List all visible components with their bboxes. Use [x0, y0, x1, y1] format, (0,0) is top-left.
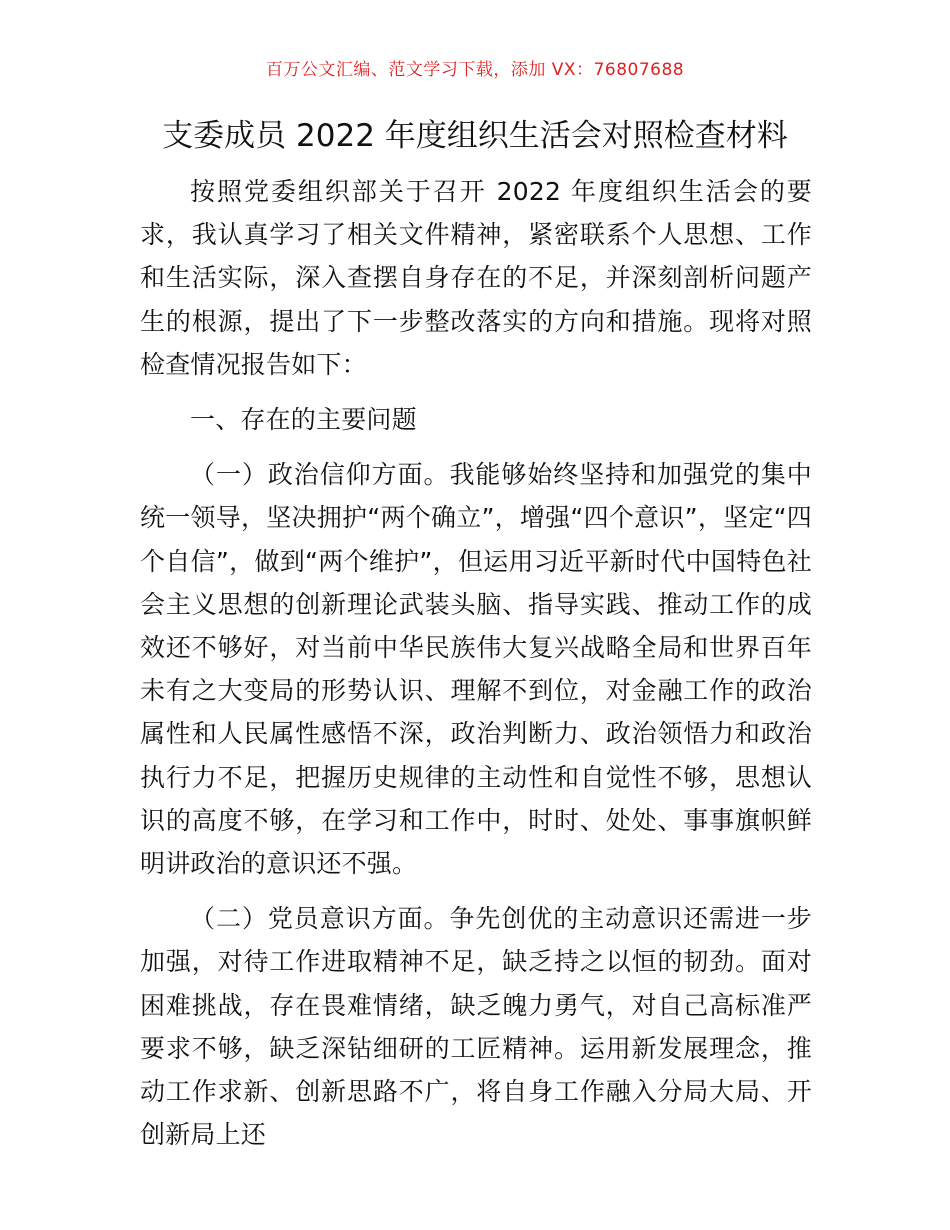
paragraph-political-belief: （一）政治信仰方面。我能够始终坚持和加强党的集中统一领导，坚决拥护“两个确立”，增强“四个意识”，坚定“四个自信”，做到“两个维护”，但运用习近平新时代中国特色社会主义思想的创新理论武装头脑、指导实践、推动工作的成效还不够好，对当前中华民族伟大复兴战略全局和世界百年未有之大变局的形势认识、理解不到位，对金融工作的政治属性和人民属性感悟不深，政治判断力、政治领悟力和政治执行力不足，把握历史规律的主动性和自觉性不够，思想认识的高度不够，在学习和工作中，时时、处处、事事旗帜鲜明讲政治的意识还不强。	[140, 460, 812, 879]
document-body	[140, 170, 812, 1156]
section-heading: 一、存在的主要问题	[190, 405, 417, 435]
watermark-header: 百万公文汇编、范文学习下载，添加 VX：76807688	[265, 60, 685, 80]
intro-paragraph: 按照党委组织部关于召开 2022 年度组织生活会的要求，我认真学习了相关文件精神，紧密联系个人思想、工作和生活实际，深入查摆自身存在的不足，并深刻剖析问题产生的根源，提出了下一步整改落实的方向和措施。现将对照检查情况报告如下：	[140, 177, 812, 379]
paragraph-party-awareness: （二）党员意识方面。争先创优的主动意识还需进一步加强，对待工作进取精神不足，缺乏持之以恒的韧劲。面对困难挑战，存在畏难情绪，缺乏魄力勇气，对自己高标准严要求不够，缺乏深钻细研的工匠精神。运用新发展理念，推动工作求新、创新思路不广，将自身工作融入分局大局、开创新局上还	[140, 904, 812, 1150]
document-title: 支委成员 2022 年度组织生活会对照检查材料	[162, 118, 788, 154]
